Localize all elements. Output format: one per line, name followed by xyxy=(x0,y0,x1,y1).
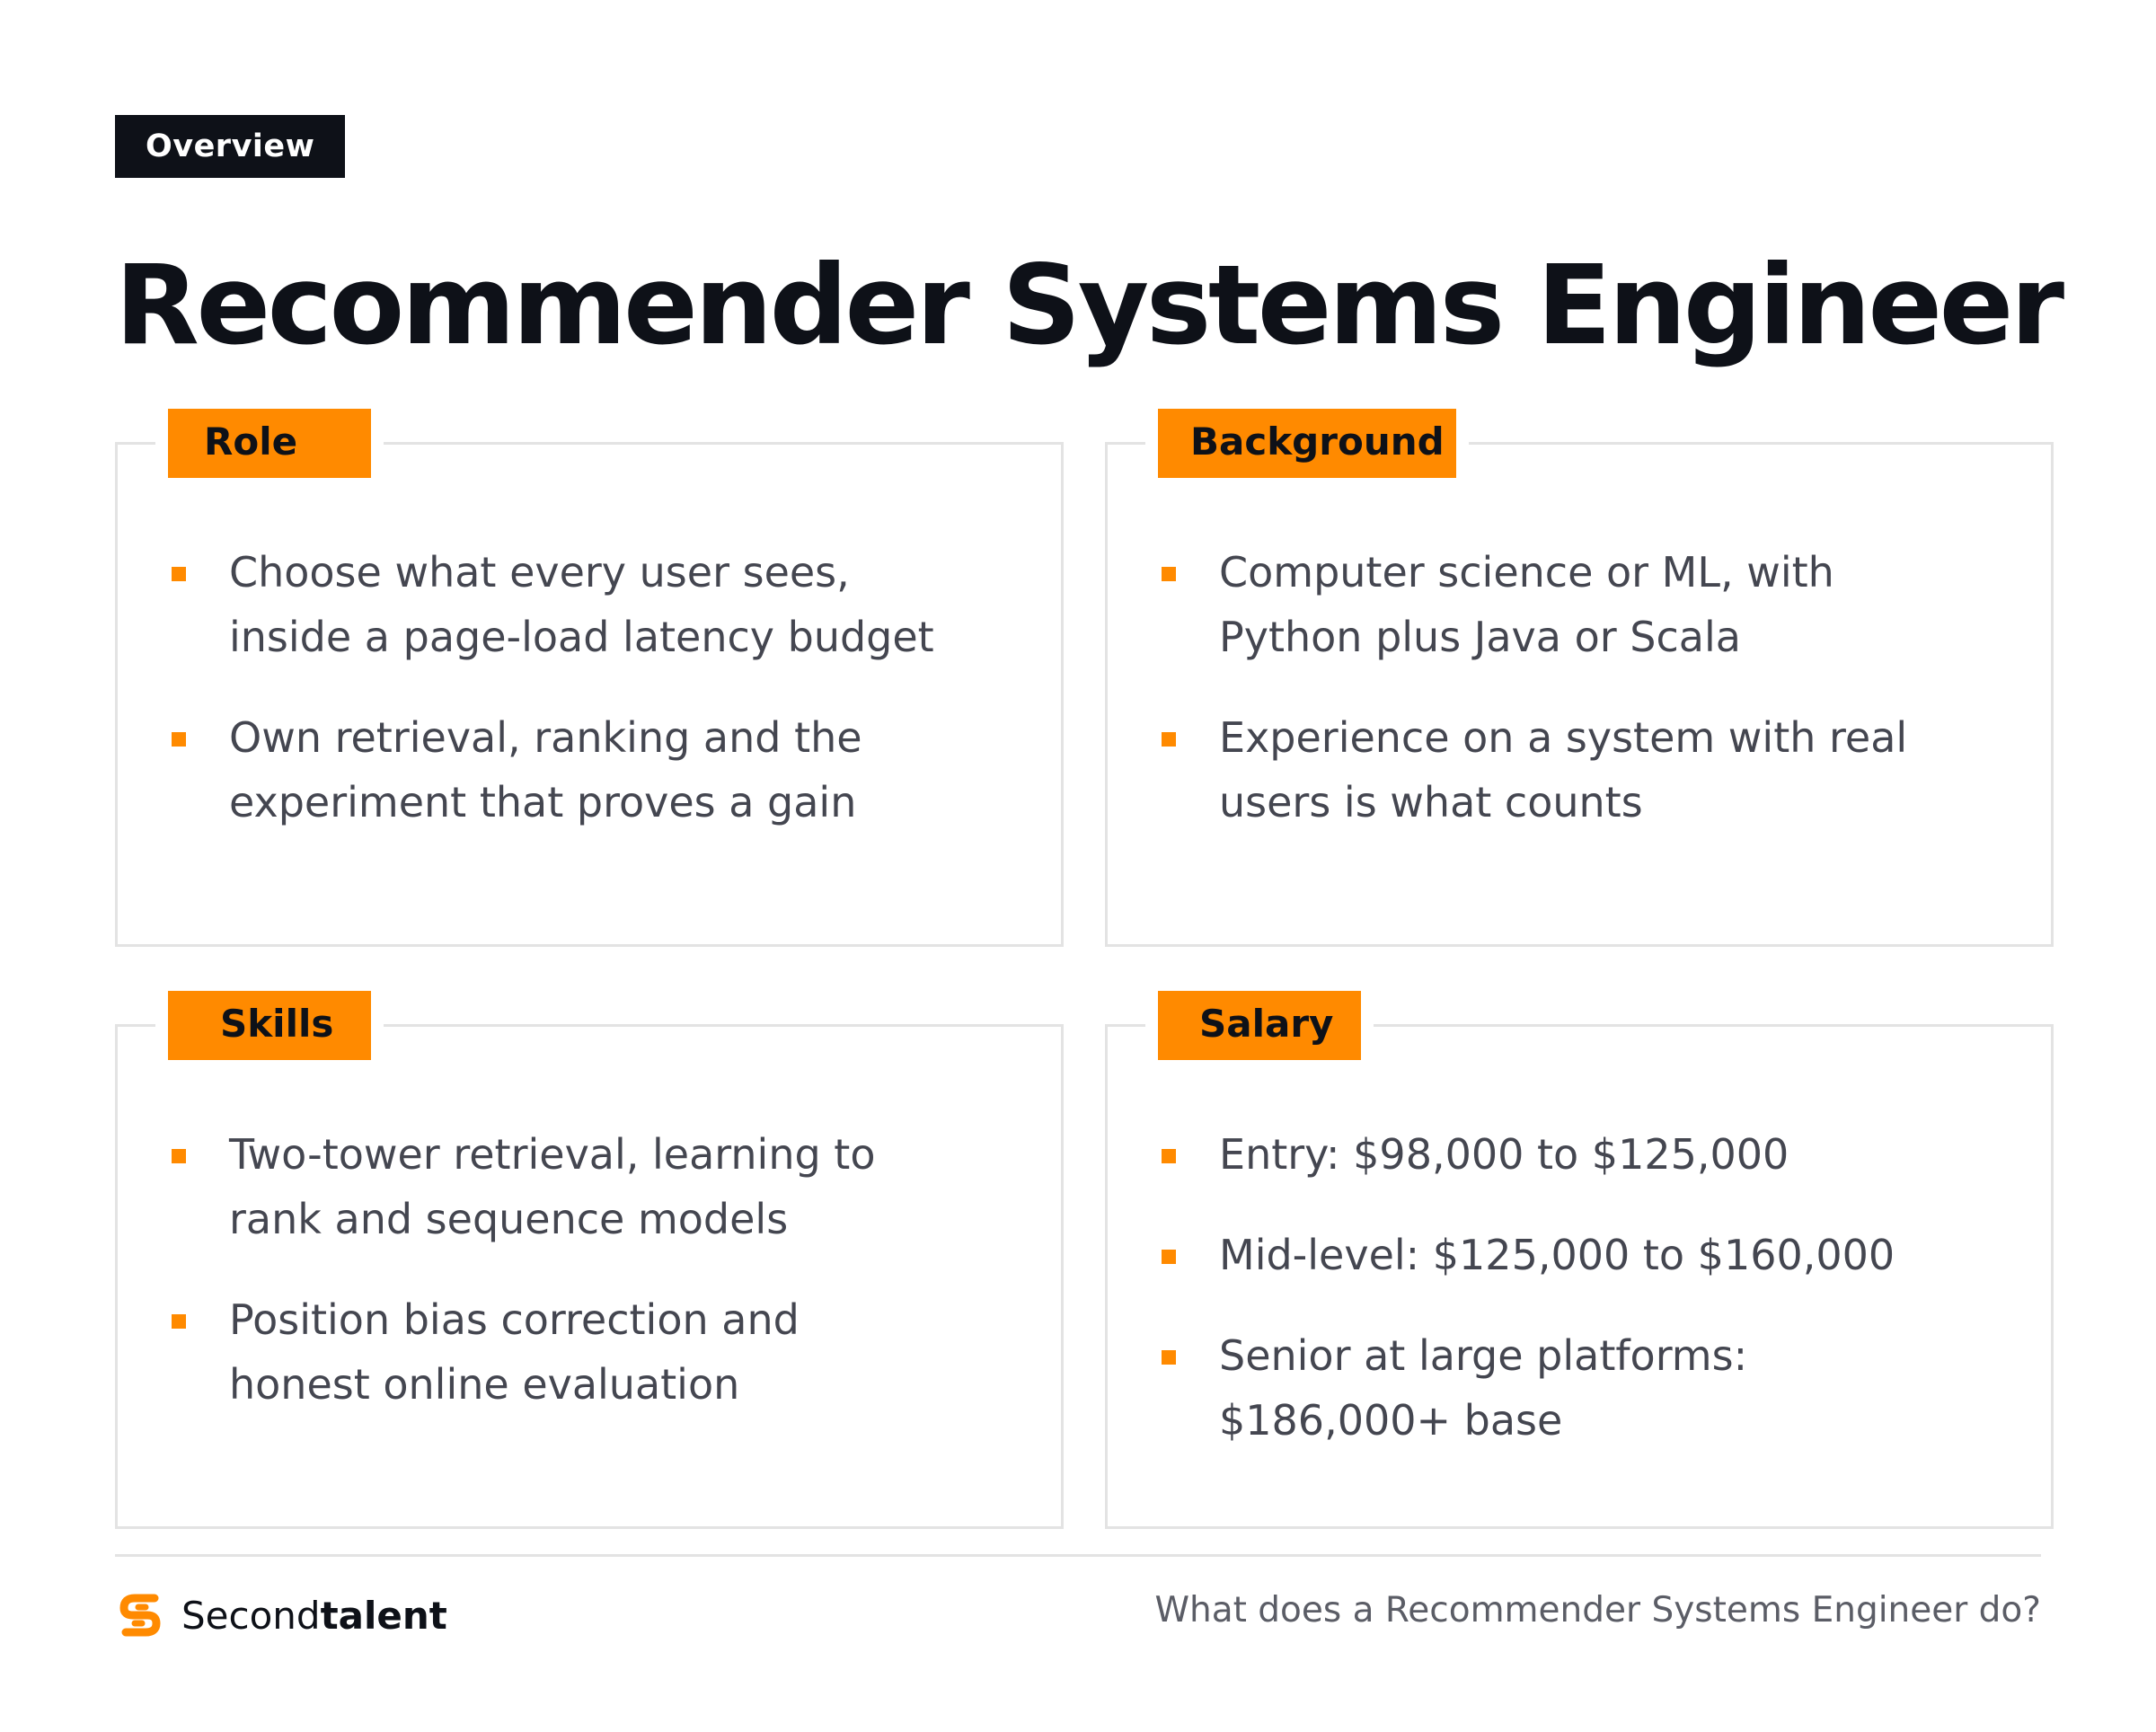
skills-card-label: Skills xyxy=(168,991,371,1060)
list-item: Own retrieval, ranking and the experiment that proves a gain xyxy=(172,705,980,835)
role-card xyxy=(115,420,1064,947)
bullet-square-icon xyxy=(1162,567,1176,581)
page-title: Recommender Systems Engineer xyxy=(115,242,2062,369)
background-list xyxy=(1162,540,1916,870)
secondtalent-logo-icon xyxy=(115,1589,165,1641)
bullet-square-icon xyxy=(1162,1149,1176,1163)
list-item: Two-tower retrieval, learning to rank and sequence models xyxy=(172,1122,908,1251)
list-item: Experience on a system with real users is what counts xyxy=(1162,705,1916,835)
bullet-square-icon xyxy=(172,567,186,581)
salary-card-label: Salary xyxy=(1158,991,1361,1060)
skills-list xyxy=(172,1122,908,1453)
footer-divider xyxy=(115,1554,2041,1557)
footer-question: What does a Recommender Systems Engineer do? xyxy=(1154,1590,2041,1630)
skills-card xyxy=(115,1002,1064,1529)
overview-tag: Overview xyxy=(115,115,345,178)
brand-logo xyxy=(115,1588,447,1642)
bullet-square-icon xyxy=(172,732,186,747)
list-item: Computer science or ML, with Python plus Java or Scala xyxy=(1162,540,1916,669)
bullet-square-icon xyxy=(1162,1350,1176,1365)
bullet-square-icon xyxy=(172,1314,186,1329)
brand-name: Secondtalent xyxy=(181,1593,447,1638)
bullet-square-icon xyxy=(1162,1250,1176,1264)
role-card-label: Role xyxy=(168,409,371,478)
list-item: Mid-level: $125,000 to $160,000 xyxy=(1162,1223,2024,1287)
list-item: Position bias correction and honest online evaluation xyxy=(172,1287,908,1417)
background-card-label: Background xyxy=(1158,409,1456,478)
list-item: Entry: $98,000 to $125,000 xyxy=(1162,1122,2024,1187)
salary-card xyxy=(1105,1002,2054,1529)
background-card xyxy=(1105,420,2054,947)
salary-list xyxy=(1162,1122,2024,1489)
bullet-square-icon xyxy=(1162,732,1176,747)
bullet-square-icon xyxy=(172,1149,186,1163)
list-item: Senior at large platforms: $186,000+ base xyxy=(1162,1323,1794,1453)
list-item: Choose what every user sees, inside a page-load latency budget xyxy=(172,540,980,669)
role-list xyxy=(172,540,980,870)
